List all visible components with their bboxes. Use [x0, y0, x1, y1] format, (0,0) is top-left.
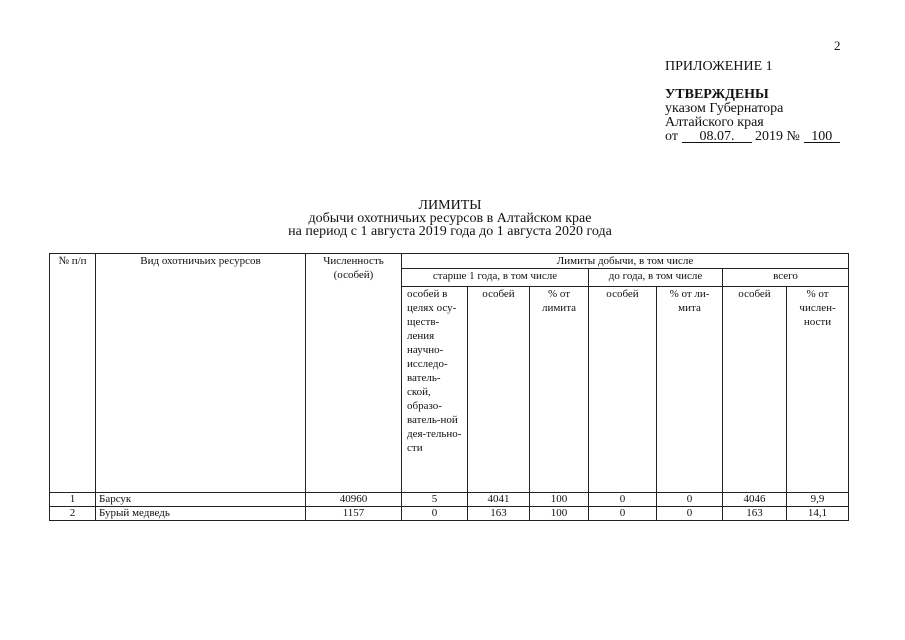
header-sci: особей в целях осу-ществ-ления научно-исследо-ватель-ской, образо-ватель-ной дея-тельно-сти [402, 287, 468, 493]
row-under-percent: 0 [657, 493, 723, 507]
header-older-percent: % от лимита [530, 287, 589, 493]
decree-date: 08.07. [682, 131, 752, 143]
header-older: старше 1 года, в том числе [402, 269, 589, 287]
row-older-percent: 100 [530, 507, 589, 521]
header-under-individuals: особей [589, 287, 657, 493]
from-label: от [665, 129, 678, 144]
approved-label: УТВЕРЖДЕНЫ [665, 87, 769, 102]
title-heading: ЛИМИТЫ [418, 198, 482, 213]
region-line: Алтайского края [665, 115, 764, 130]
row-resource: Барсук [96, 493, 306, 507]
header-total-percent: % от числен-ности [787, 287, 849, 493]
row-under-individuals: 0 [589, 507, 657, 521]
row-older-individuals: 163 [468, 507, 530, 521]
appendix-label: ПРИЛОЖЕНИЕ 1 [665, 59, 773, 74]
document-title [260, 199, 640, 238]
approved-by-line: указом Губернатора [665, 101, 784, 116]
row-older-percent: 100 [530, 493, 589, 507]
title-subheading: добычи охотничьих ресурсов в Алтайском крае [308, 211, 592, 226]
header-older-individuals: особей [468, 287, 530, 493]
row-resource: Бурый медведь [96, 507, 306, 521]
row-under-individuals: 0 [589, 493, 657, 507]
header-num: № п/п [50, 254, 96, 493]
row-under-percent: 0 [657, 507, 723, 521]
decree-number: 100 [804, 131, 840, 143]
header-under: до года, в том числе [589, 269, 723, 287]
row-sci: 0 [402, 507, 468, 521]
header-under-percent: % от ли-мита [657, 287, 723, 493]
header-limits: Лимиты добычи, в том числе [402, 254, 849, 269]
row-population: 1157 [306, 507, 402, 521]
header-total-individuals: особей [723, 287, 787, 493]
row-num: 2 [50, 507, 96, 521]
page-number: 2 [834, 38, 841, 53]
row-population: 40960 [306, 493, 402, 507]
title-period: на период с 1 августа 2019 года до 1 августа 2020 года [288, 224, 612, 239]
row-sci: 5 [402, 493, 468, 507]
header-population: Численность (особей) [306, 254, 402, 493]
row-total-percent: 9,9 [787, 493, 849, 507]
table-row [50, 493, 849, 507]
decree-date-line [665, 130, 840, 144]
approval-block [665, 60, 840, 144]
row-total-percent: 14,1 [787, 507, 849, 521]
table-row [50, 507, 849, 521]
row-total-individuals: 4046 [723, 493, 787, 507]
decree-year: 2019 № [754, 129, 800, 144]
row-total-individuals: 163 [723, 507, 787, 521]
header-resource: Вид охотничьих ресурсов [96, 254, 306, 493]
row-older-individuals: 4041 [468, 493, 530, 507]
row-num: 1 [50, 493, 96, 507]
limits-table [49, 253, 849, 521]
header-total: всего [723, 269, 849, 287]
